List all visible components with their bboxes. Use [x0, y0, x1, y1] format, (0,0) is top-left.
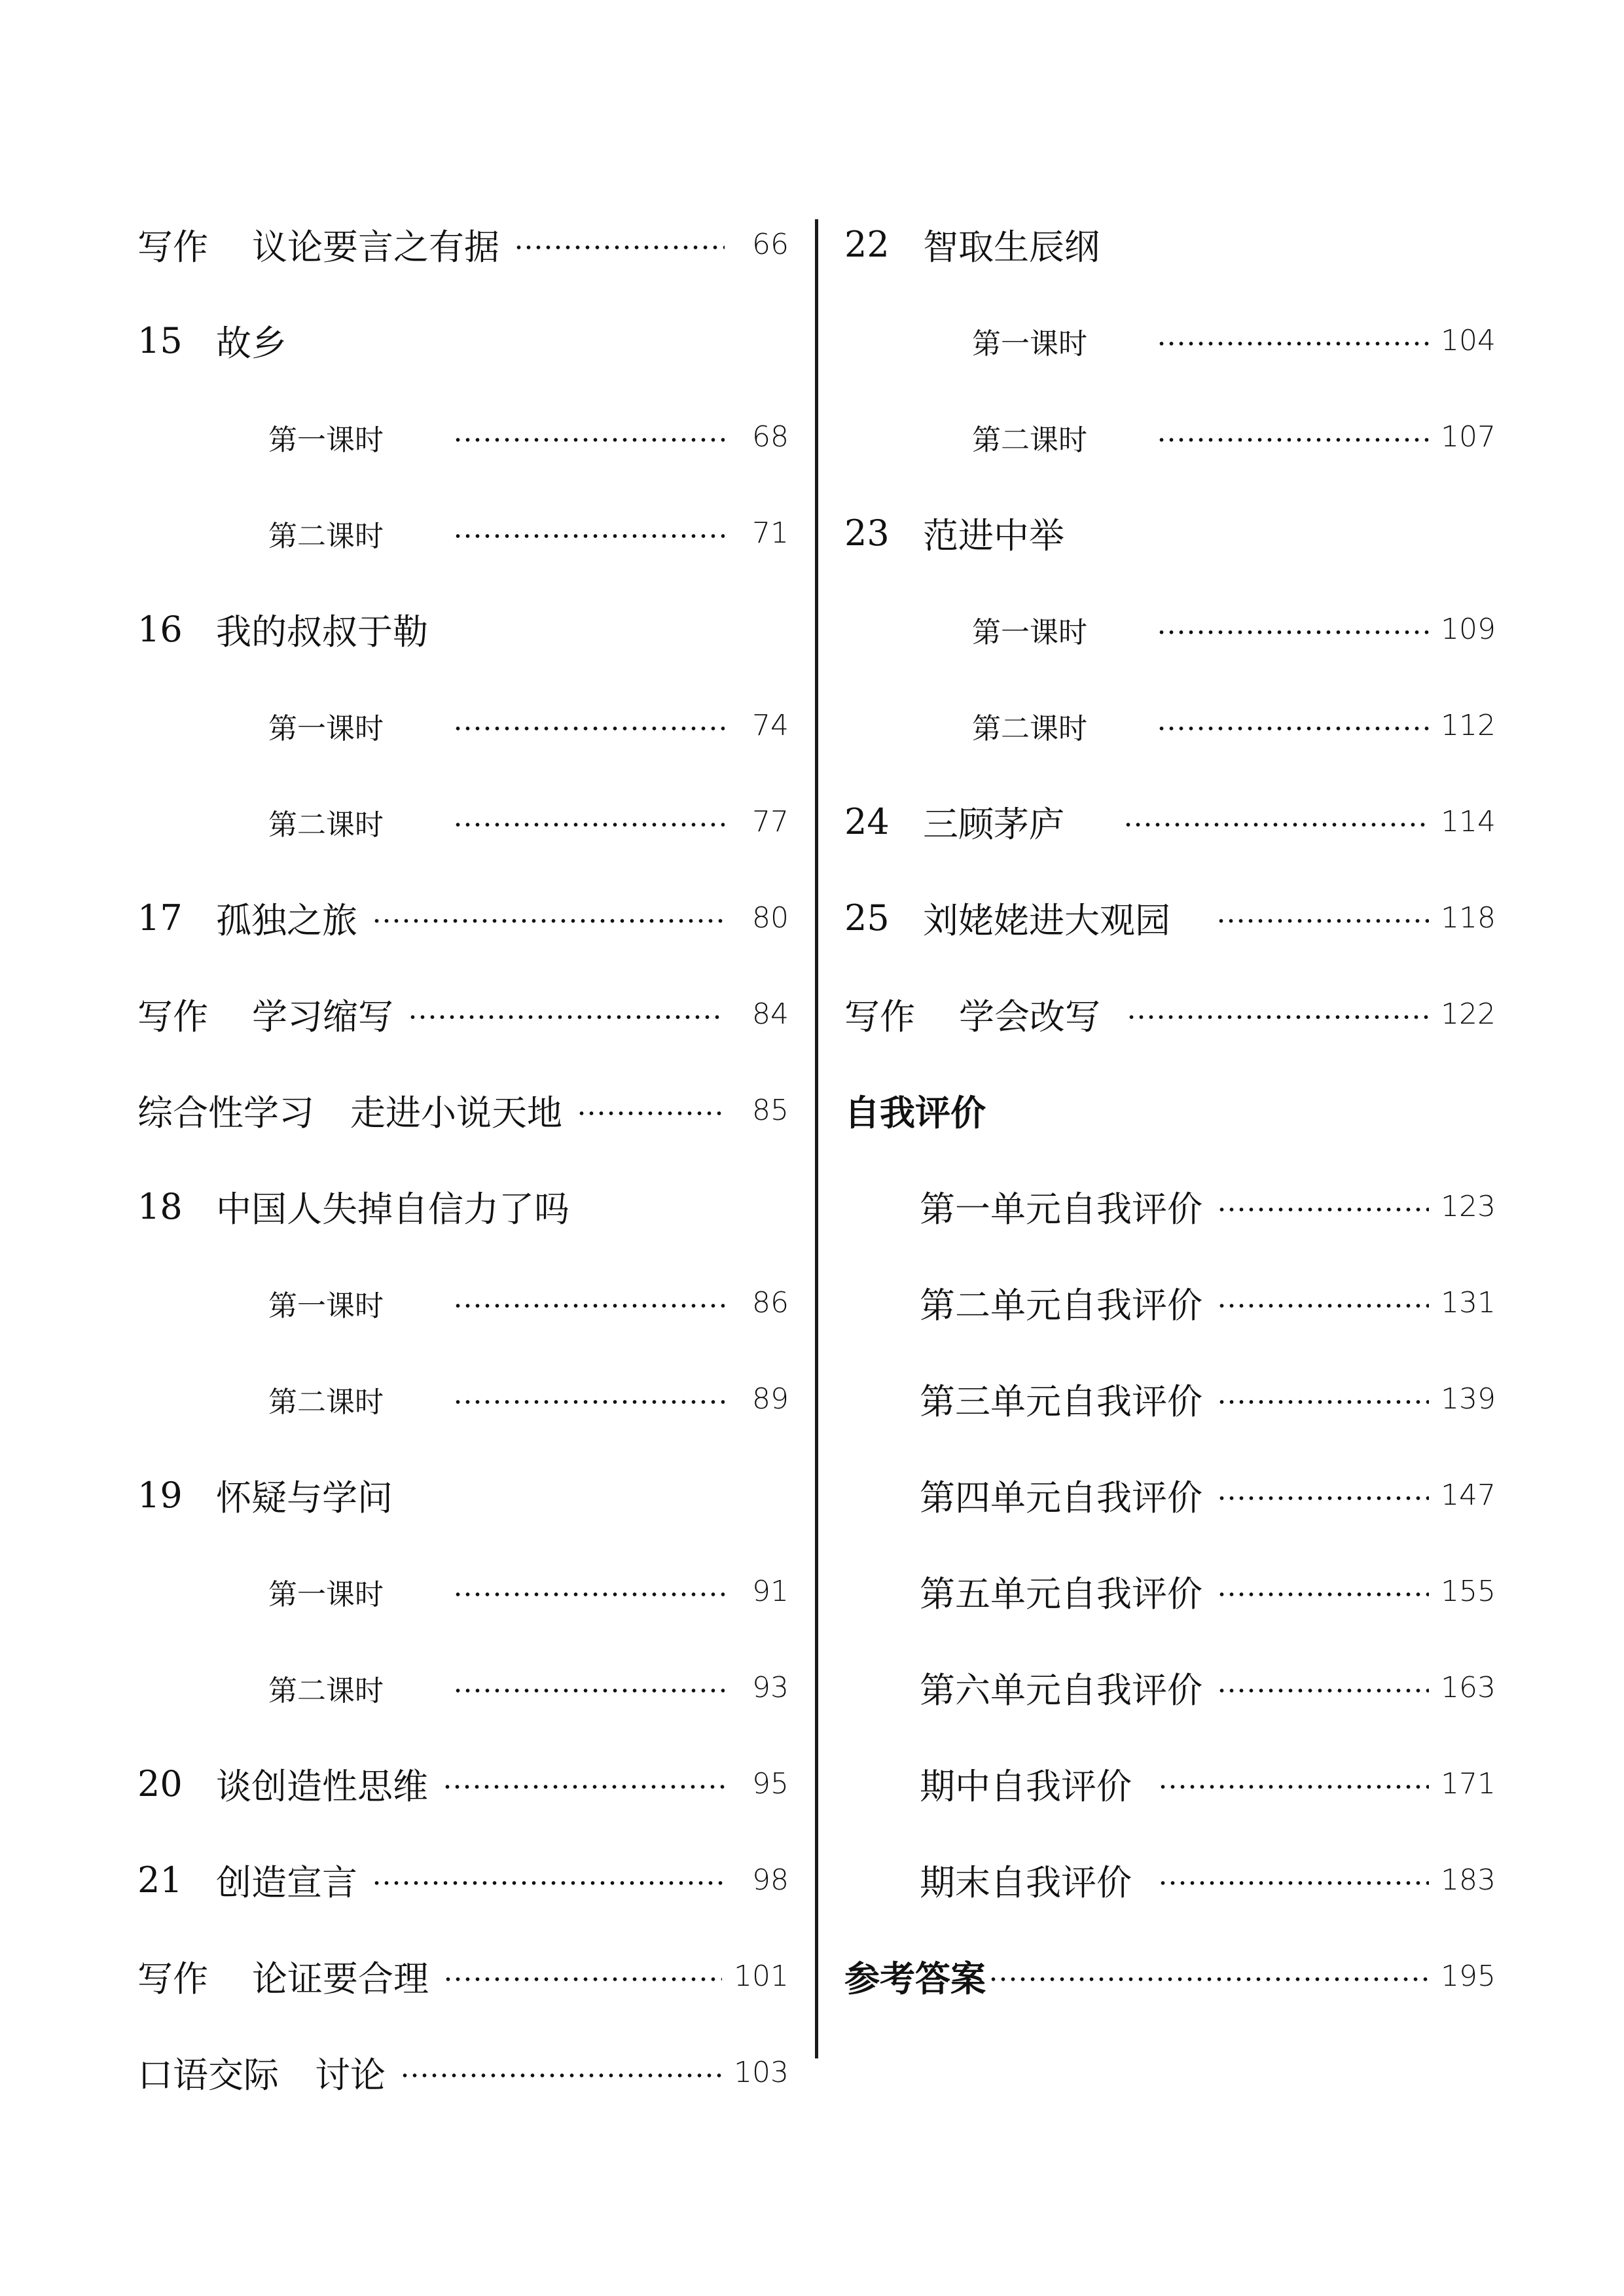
entry-number: 15: [137, 320, 183, 361]
toc-right-column: [844, 196, 1496, 2024]
toc-unit-entry[interactable]: [844, 1543, 1496, 1640]
toc-subentry[interactable]: [844, 389, 1496, 485]
entry-number: 18: [137, 1186, 183, 1227]
dot-leader: [1123, 822, 1429, 827]
dot-leader: [1158, 1784, 1429, 1789]
page-number: 147: [1441, 1479, 1496, 1512]
page-number: 123: [1441, 1190, 1496, 1223]
page-number: 91: [752, 1575, 789, 1608]
dot-leader: [1157, 437, 1429, 442]
entry-title: 三顾茅庐: [923, 804, 1064, 845]
subentry-title: 第一课时: [268, 1289, 384, 1323]
toc-unit-entry[interactable]: [844, 1736, 1496, 1832]
subentry-title: 第一课时: [972, 615, 1087, 649]
unit-title: 第六单元自我评价: [920, 1670, 1202, 1711]
unit-title: 期末自我评价: [920, 1862, 1132, 1903]
page-number: 98: [752, 1863, 789, 1897]
dot-leader: [1217, 1207, 1429, 1212]
toc-entry[interactable]: [844, 196, 1496, 293]
dot-leader: [453, 822, 725, 827]
dot-leader: [453, 1303, 725, 1308]
dot-leader: [453, 1688, 725, 1693]
page-number: 118: [1441, 901, 1496, 935]
dot-leader: [1217, 1303, 1429, 1308]
entry-title: 孤独之旅: [216, 900, 357, 941]
page-number: 131: [1441, 1286, 1496, 1319]
entry-title: 谈创造性思维: [216, 1766, 428, 1807]
page-number: 104: [1441, 324, 1496, 357]
entry-number: 23: [844, 512, 890, 554]
entry-number: 写作: [137, 996, 208, 1037]
toc-subentry[interactable]: [137, 389, 789, 485]
toc-unit-entry[interactable]: [844, 1255, 1496, 1351]
page-number: 195: [1441, 1960, 1496, 1993]
dot-leader: [1157, 726, 1429, 731]
toc-subentry[interactable]: [844, 677, 1496, 774]
subentry-title: 第二课时: [268, 808, 384, 842]
page-number: 139: [1441, 1382, 1496, 1416]
toc-entry[interactable]: [137, 1158, 789, 1255]
page-number: 163: [1441, 1671, 1496, 1704]
toc-unit-entry[interactable]: [844, 1158, 1496, 1255]
dot-leader: [988, 1977, 1429, 1982]
entry-title: 我的叔叔于勒: [216, 611, 428, 653]
dot-leader: [1217, 1688, 1429, 1693]
page-number: 89: [752, 1382, 789, 1416]
entry-number: 写作: [137, 1958, 208, 2000]
page-number: 101: [734, 1960, 789, 1993]
dot-leader: [453, 726, 725, 731]
page-number: 93: [752, 1671, 789, 1704]
page-number: 85: [752, 1094, 789, 1127]
toc-entry[interactable]: [844, 774, 1496, 870]
section-title: 自我评价: [844, 1092, 986, 1134]
entry-title: 怀疑与学问: [216, 1477, 393, 1518]
dot-leader: [1217, 1399, 1429, 1405]
toc-unit-entry[interactable]: [844, 1832, 1496, 1928]
dot-leader: [577, 1111, 725, 1116]
page-number: 66: [752, 228, 789, 261]
page-number: 109: [1441, 613, 1496, 646]
section-heading[interactable]: [844, 1062, 1496, 1158]
entry-number: 16: [137, 609, 183, 650]
dot-leader: [1127, 1014, 1429, 1020]
subentry-title: 第二课时: [268, 519, 384, 553]
page-number: 183: [1441, 1863, 1496, 1897]
page-number: 112: [1441, 709, 1496, 742]
page-number: 71: [752, 516, 789, 550]
page-number: 84: [752, 997, 789, 1031]
page-number: 171: [1441, 1767, 1496, 1801]
subentry-title: 第二课时: [268, 1385, 384, 1419]
entry-number: 20: [137, 1763, 183, 1804]
dot-leader: [1216, 918, 1429, 924]
entry-number: 22: [844, 224, 890, 265]
page-number: 155: [1441, 1575, 1496, 1608]
entry-title: 范进中举: [923, 515, 1064, 556]
page-number: 95: [752, 1767, 789, 1801]
subentry-title: 第一课时: [268, 1577, 384, 1611]
unit-title: 第五单元自我评价: [920, 1573, 1202, 1615]
toc-unit-entry[interactable]: [844, 1447, 1496, 1543]
unit-title: 第三单元自我评价: [920, 1381, 1202, 1422]
dot-leader: [408, 1014, 725, 1020]
unit-title: 第二单元自我评价: [920, 1285, 1202, 1326]
dot-leader: [453, 437, 725, 442]
answers-entry[interactable]: [844, 1928, 1496, 2024]
page-number: 114: [1441, 805, 1496, 838]
dot-leader: [1158, 1880, 1429, 1886]
dot-leader: [453, 1592, 725, 1597]
toc-entry[interactable]: [137, 1447, 789, 1543]
subentry-title: 第一课时: [268, 423, 384, 457]
page-number: 80: [752, 901, 789, 935]
subentry-title: 第二课时: [268, 1674, 384, 1708]
entry-number: 写作: [844, 996, 915, 1037]
dot-leader: [453, 1399, 725, 1405]
entry-number: 19: [137, 1475, 183, 1516]
unit-title: 期中自我评价: [920, 1766, 1132, 1807]
toc-subentry[interactable]: [137, 485, 789, 581]
subentry-title: 第一课时: [972, 327, 1087, 361]
dot-leader: [1157, 341, 1429, 346]
entry-title: 学会改写: [959, 996, 1100, 1037]
toc-unit-entry[interactable]: [844, 1351, 1496, 1447]
dot-leader: [400, 2073, 722, 2078]
page-number: 86: [752, 1286, 789, 1319]
entry-number: 写作: [137, 226, 208, 268]
toc-entry[interactable]: [137, 966, 789, 1062]
entry-title: 中国人失掉自信力了吗: [216, 1189, 569, 1230]
entry-title: 走进小说天地: [350, 1092, 562, 1134]
toc-entry[interactable]: [137, 581, 789, 677]
toc-subentry[interactable]: [137, 677, 789, 774]
toc-left-column: [137, 196, 789, 2121]
page-number: 107: [1441, 420, 1496, 454]
toc-entry[interactable]: [137, 2024, 789, 2121]
dot-leader: [1217, 1592, 1429, 1597]
dot-leader: [443, 1977, 722, 1982]
toc-subentry[interactable]: [844, 293, 1496, 389]
toc-entry[interactable]: [137, 1062, 789, 1158]
section-title: 参考答案: [844, 1958, 986, 2000]
toc-entry[interactable]: [137, 1832, 789, 1928]
page-number: 122: [1441, 997, 1496, 1031]
toc-subentry[interactable]: [844, 581, 1496, 677]
page-number: 77: [752, 805, 789, 838]
dot-leader: [372, 918, 725, 924]
page-number: 68: [752, 420, 789, 454]
entry-title: 故乡: [216, 323, 287, 364]
entry-number: 综合性学习: [137, 1092, 314, 1134]
toc-subentry[interactable]: [137, 1640, 789, 1736]
entry-title: 创造宣言: [216, 1862, 357, 1903]
entry-number: 口语交际: [137, 2054, 279, 2096]
toc-entry[interactable]: [137, 870, 789, 966]
toc-subentry[interactable]: [137, 1255, 789, 1351]
page-number: 74: [752, 709, 789, 742]
entry-title: 智取生辰纲: [923, 226, 1100, 268]
toc-entry[interactable]: [844, 485, 1496, 581]
toc-subentry[interactable]: [137, 1543, 789, 1640]
toc-entry[interactable]: [137, 293, 789, 389]
toc-entry[interactable]: [137, 1736, 789, 1832]
toc-entry[interactable]: [137, 1928, 789, 2024]
dot-leader: [442, 1784, 725, 1789]
toc-entry[interactable]: [844, 870, 1496, 966]
dot-leader: [372, 1880, 725, 1886]
dot-leader: [514, 245, 725, 250]
entry-title: 学习缩写: [252, 996, 393, 1037]
toc-entry[interactable]: [844, 966, 1496, 1062]
toc-subentry[interactable]: [137, 774, 789, 870]
subentry-title: 第二课时: [972, 711, 1087, 745]
dot-leader: [1217, 1496, 1429, 1501]
toc-unit-entry[interactable]: [844, 1640, 1496, 1736]
toc-subentry[interactable]: [137, 1351, 789, 1447]
unit-title: 第四单元自我评价: [920, 1477, 1202, 1518]
subentry-title: 第一课时: [268, 711, 384, 745]
entry-title: 讨论: [315, 2054, 386, 2096]
entry-number: 17: [137, 897, 183, 939]
entry-title: 刘姥姥进大观园: [923, 900, 1170, 941]
page-number: 103: [734, 2056, 789, 2089]
subentry-title: 第二课时: [972, 423, 1087, 457]
entry-number: 24: [844, 801, 890, 842]
entry-number: 25: [844, 897, 890, 939]
dot-leader: [1157, 630, 1429, 635]
column-divider: [815, 219, 818, 2058]
toc-entry[interactable]: [137, 196, 789, 293]
entry-number: 21: [137, 1859, 183, 1901]
entry-title: 论证要合理: [252, 1958, 429, 2000]
entry-title: 议论要言之有据: [252, 226, 499, 268]
unit-title: 第一单元自我评价: [920, 1189, 1202, 1230]
dot-leader: [453, 533, 725, 539]
